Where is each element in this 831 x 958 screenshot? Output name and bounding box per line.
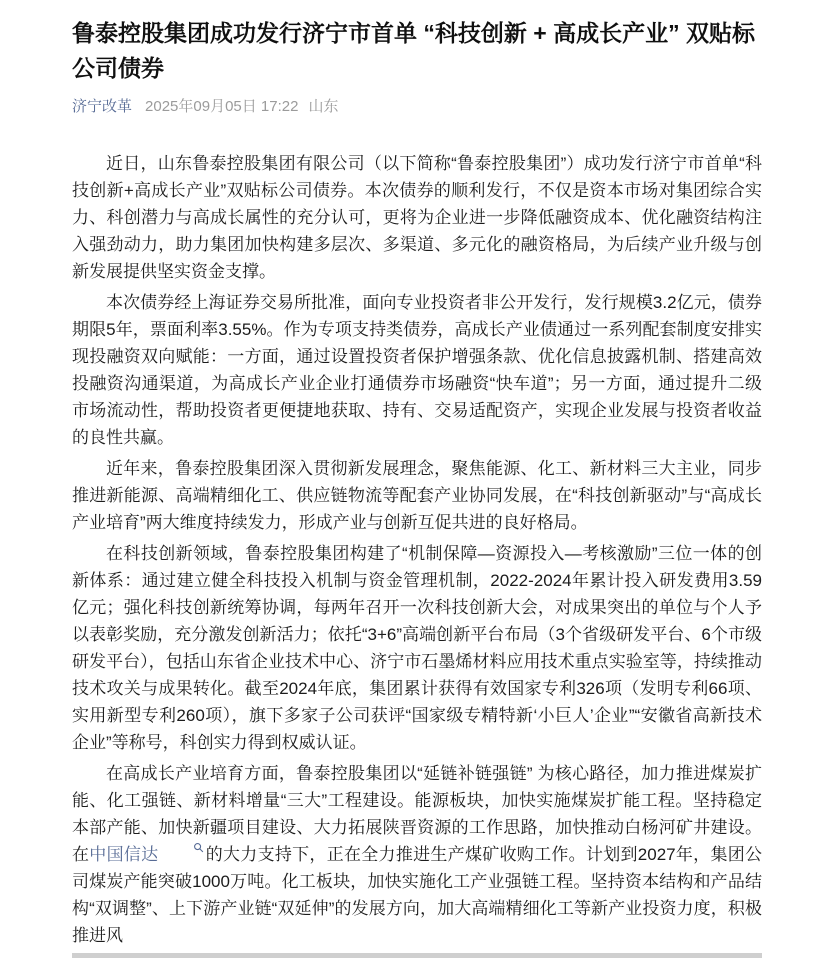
paragraph-5-text-before-link: 在高成长产业培育方面，鲁泰控股集团以“延链补链强链” 为核心路径，加力推进煤炭扩能、化工强链、新材料增量“三大”工程建设。能源板块，加快实施煤炭扩能工程。坚持稳定本部产能、加快新疆项目建设、大力拓展陕晋资源的工作思路，加快推动白杨河矿井建设。在: [72, 763, 762, 864]
paragraph-1: 近日，山东鲁泰控股集团有限公司（以下简称“鲁泰控股集团”）成功发行济宁市首单“科技创新+高成长产业”双贴标公司债券。本次债券的顺利发行，不仅是资本市场对集团综合实力、科创潜力与高成长属性的充分认可，更将为企业进一步降低融资成本、优化融资结构注入强劲动力，助力集团加快构建多层次、多渠道、多元化的融资格局，为后续产业升级与创新发展提供坚实资金支撑。: [72, 153, 762, 281]
publish-location: 山东: [308, 97, 339, 115]
article-meta: [72, 96, 762, 117]
paragraph-3: 近年来，鲁泰控股集团深入贯彻新发展理念，聚焦能源、化工、新材料三大主业，同步推进新能源、高端精细化工、供应链物流等配套产业协同发展，在“科技创新驱动”与“高成长产业培育”两大维度持续发力，形成产业与创新互促共进的良好格局。: [72, 458, 762, 532]
paragraph-2: 本次债券经上海证券交易所批准，面向专业投资者非公开发行，发行规模3.2亿元，债券期限5年，票面利率3.55%。作为专项支持类债券，高成长产业债通过一系列配套制度安排实现投融资双向赋能：一方面，通过设置投资者保护增强条款、优化信息披露机制、搭建高效投融资沟通渠道，为高成长产业企业打通债券市场融资“快车道”；另一方面，通过提升二级市场流动性，帮助投资者更便捷地获取、持有、交易适配资产，实现企业发展与投资者收益的良性共赢。: [72, 292, 762, 447]
paragraph-5-text-after-link: 的大力支持下，正在全力推进生产煤矿收购工作。计划到2027年，集团公司煤炭产能突破1000万吨。化工板块，加快实施化工产业强链工程。坚持资本结构和产品结构“双调整”、上下游产业链“双延伸”的发展方向，加大高端精细化工等新产业投资力度，积极推进风: [72, 844, 763, 945]
entity-link-china-cinda[interactable]: [89, 845, 205, 864]
article-title: 鲁泰控股集团成功发行济宁市首单 “科技创新 + 高成长产业” 双贴标公司债券: [72, 20, 755, 81]
clipped-next-text-line: [72, 953, 762, 958]
entity-link-label: 中国信达: [89, 844, 159, 864]
publish-datetime: 2025年09月05日 17:22: [145, 97, 299, 115]
paragraph-5: [72, 760, 762, 949]
paragraph-4: 在科技创新领域，鲁泰控股集团构建了“机制保障—资源投入—考核激励”三位一体的创新体系：通过建立健全科技投入机制与资金管理机制，2022-2024年累计投入研发费用3.59亿元；强化科技创新统筹协调，每两年召开一次科技创新大会，对成果突出的单位与个人予以表彰奖励，充分激发创新活力；依托“3+6”高端创新平台布局（3个省级研发平台、6个市级研发平台），包括山东省企业技术中心、济宁市石墨烯材料应用技术重点实验室等，持续推动技术攻关与成果转化。截至2024年底，集团累计获得有效国家专利326项（发明专利66项、实用新型专利260项），旗下多家子公司获评“国家级专精特新‘小巨人’企业”“安徽省高新技术企业”等称号，科创实力得到权威认证。: [72, 543, 762, 752]
article-body: [72, 150, 762, 958]
account-name-link[interactable]: 济宁改革: [72, 97, 133, 115]
search-icon: [159, 842, 204, 853]
